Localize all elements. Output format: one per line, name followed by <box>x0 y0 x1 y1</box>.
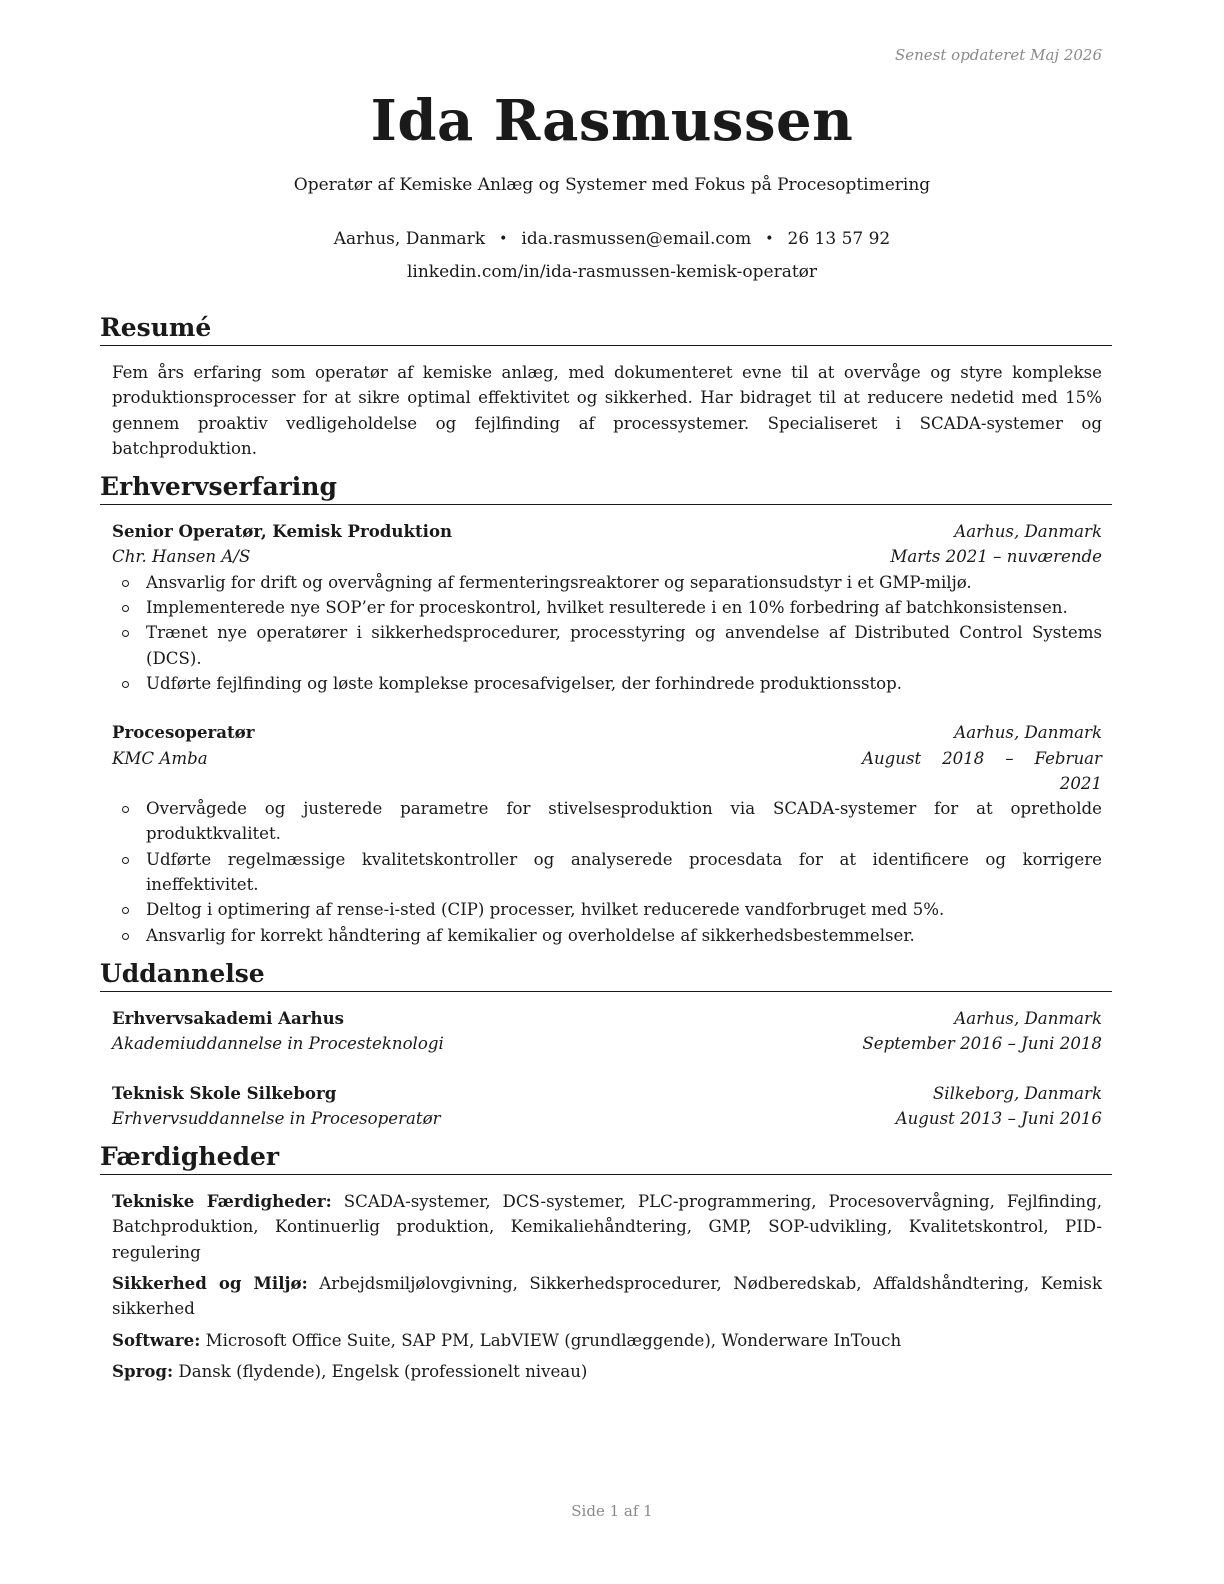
skill-group <box>112 1328 1102 1353</box>
education-location: Aarhus, Danmark <box>954 1008 1102 1028</box>
resume-content <box>100 312 1112 1384</box>
contact-location: Aarhus, Danmark <box>333 229 486 249</box>
education-dates: September 2016 – Juni 2018 <box>862 1034 1102 1054</box>
skill-group <box>112 1271 1102 1322</box>
list-item: Overvågede og justerede parametre for stivelsesproduktion via SCADA-systemer for at opretholde produktkvalitet. <box>146 796 1102 847</box>
job-role: Procesoperatør <box>112 722 255 743</box>
job-entry <box>112 720 1102 948</box>
section-title-education: Uddannelse <box>100 958 1112 992</box>
last-updated: Senest opdateret Maj 2026 <box>894 46 1102 64</box>
job-entry <box>112 519 1102 696</box>
section-title-summary: Resumé <box>100 312 1112 346</box>
page-number: Side 1 af 1 <box>571 1502 653 1520</box>
list-item: Udførte fejlfinding og løste komplekse procesafvigelser, der forhindrede produktionsstop. <box>146 671 1102 696</box>
job-company: KMC Amba <box>112 748 208 768</box>
job-bullets <box>112 796 1102 948</box>
skill-label: Tekniske Færdigheder: <box>112 1191 332 1212</box>
list-item: Deltog i optimering af rense-i-sted (CIP) processer, hvilket reducerede vandforbruget med 5%. <box>146 897 1102 922</box>
skill-text: Arbejdsmiljølovgivning, Sikkerhedsprocedurer, Nødberedskab, Affaldshåndtering, Kemisk sikkerhed <box>112 1274 1102 1319</box>
list-item: Ansvarlig for drift og overvågning af fermenteringsreaktorer og separationsudstyr i et GMP-miljø. <box>146 570 1102 595</box>
skill-group <box>112 1359 1102 1384</box>
education-degree: Erhvervsuddannelse in Procesoperatør <box>112 1108 441 1128</box>
education-school: Erhvervsakademi Aarhus <box>112 1007 345 1028</box>
section-title-skills: Færdigheder <box>100 1141 1112 1175</box>
candidate-name: Ida Rasmussen <box>370 88 854 154</box>
education-location: Silkeborg, Danmark <box>932 1083 1102 1103</box>
education-entry <box>112 1006 1102 1057</box>
skill-text: SCADA-systemer, DCS-systemer, PLC-programmering, Procesovervågning, Fejlfinding, Batchproduktion, Kontinuerlig produktion, Kemikaliehåndtering, GMP, SOP-udvikling, Kvalitetskontrol, PID-regulering <box>112 1192 1102 1262</box>
list-item: Implementerede nye SOP’er for proceskontrol, hvilket resulterede i en 10% forbedring af batchkonsistensen. <box>146 595 1102 620</box>
education-school: Teknisk Skole Silkeborg <box>112 1082 337 1103</box>
section-title-experience: Erhvervserfaring <box>100 471 1112 505</box>
skill-group <box>112 1189 1102 1265</box>
education-dates: August 2013 – Juni 2016 <box>895 1108 1102 1128</box>
bullet-separator: • <box>765 231 774 247</box>
contact-line <box>0 229 1224 249</box>
education-section <box>100 958 1112 1131</box>
job-dates: August 2018 – Februar 2021 <box>862 748 1102 793</box>
job-location: Aarhus, Danmark <box>954 522 1102 542</box>
job-bullets <box>112 570 1102 696</box>
skill-text: Microsoft Office Suite, SAP PM, LabVIEW (grundlæggende), Wonderware InTouch <box>205 1330 902 1350</box>
job-company: Chr. Hansen A/S <box>112 547 251 567</box>
skills-section <box>100 1141 1112 1384</box>
education-degree: Akademiuddannelse in Procesteknologi <box>112 1034 444 1054</box>
skill-text: Dansk (flydende), Engelsk (professionelt niveau) <box>178 1361 588 1381</box>
list-item: Trænet nye operatører i sikkerhedsprocedurer, processtyring og anvendelse af Distributed Control Systems (DCS). <box>146 620 1102 671</box>
contact-email[interactable]: ida.rasmussen@email.com <box>521 229 752 249</box>
job-role: Senior Operatør, Kemisk Produktion <box>112 521 453 542</box>
contact-linkedin[interactable]: linkedin.com/in/ida-rasmussen-kemisk-operatør <box>406 262 818 282</box>
bullet-separator: • <box>499 231 508 247</box>
skill-label: Software: <box>112 1329 201 1350</box>
skill-label: Sikkerhed og Miljø: <box>112 1273 308 1294</box>
list-item: Udførte regelmæssige kvalitetskontroller og analyserede procesdata for at identificere og korrigere ineffektivitet. <box>146 847 1102 898</box>
contact-phone: 26 13 57 92 <box>787 229 891 249</box>
job-dates: Marts 2021 – nuværende <box>890 547 1102 567</box>
skill-label: Sprog: <box>112 1360 174 1381</box>
summary-text: Fem års erfaring som operatør af kemiske anlæg, med dokumenteret evne til at overvåge og styre komplekse produktionsprocesser for at sikre optimal effektivitet og sikkerhed. Har bidraget til at reducere nedetid med 15% gennem proaktiv vedligeholdelse og fejlfinding af processystemer. Specialiseret i SCADA-systemer og batchproduktion. <box>112 363 1102 458</box>
experience-section <box>100 471 1112 948</box>
job-location: Aarhus, Danmark <box>954 723 1102 743</box>
list-item: Ansvarlig for korrekt håndtering af kemikalier og overholdelse af sikkerhedsbestemmelser. <box>146 923 1102 948</box>
summary-section <box>100 312 1112 461</box>
education-entry <box>112 1081 1102 1132</box>
headline: Operatør af Kemiske Anlæg og Systemer med Fokus på Procesoptimering <box>293 175 931 195</box>
